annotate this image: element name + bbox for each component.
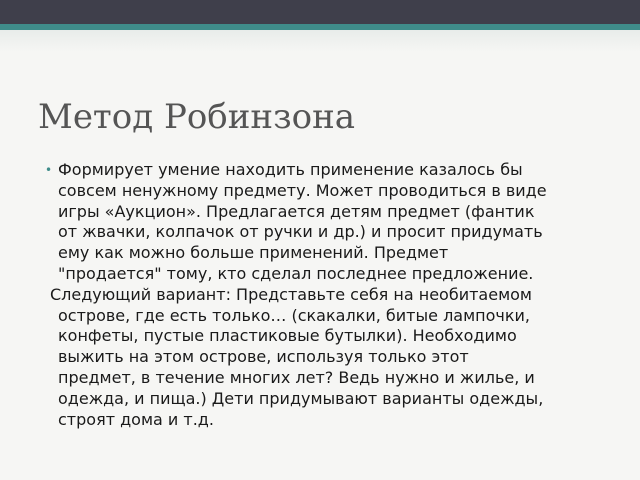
paragraph-line: выжить на этом острове, используя только этот	[58, 347, 469, 367]
paragraph-line: острове, где есть только… (скакалки, битые лампочки,	[58, 305, 531, 325]
slide-title: Метод Робинзона	[38, 97, 356, 137]
paragraph	[46, 285, 631, 431]
paragraph-line: строят дома и т.д.	[58, 409, 214, 429]
bullet-line	[46, 264, 631, 285]
text-line: игры «Аукцион». Предлагается детям предмет (фантик	[58, 201, 535, 221]
text-line: "продается" тому, кто сделал последнее предложение.	[58, 263, 534, 283]
bullet-line	[46, 181, 631, 202]
bullet-line	[46, 160, 631, 181]
slide-body	[46, 160, 631, 430]
paragraph-line: предмет, в течение многих лет? Ведь нужно и жилье, и	[58, 367, 535, 387]
text-line: от жвачки, колпачок от ручки и др.) и просит придумать	[58, 222, 543, 242]
paragraph-line: Следующий вариант: Представьте себя на необитаемом	[50, 284, 532, 304]
bullet-line	[46, 222, 631, 243]
header-band	[0, 0, 640, 24]
text-line: Формирует умение находить применение казалось бы	[58, 160, 523, 179]
paragraph-line: конфеты, пустые пластиковые бутылки). Необходимо	[58, 326, 517, 346]
text-line: совсем ненужному предмету. Может проводиться в виде	[58, 180, 547, 200]
bullet-line	[46, 243, 631, 264]
bullet-dot-icon: •	[45, 163, 53, 177]
bullet-item	[46, 160, 631, 285]
paragraph-line: одежда, и пища.) Дети придумывают варианты одежды,	[58, 388, 544, 408]
bullet-line	[46, 202, 631, 223]
text-line: ему как можно больше применений. Предмет	[58, 243, 449, 263]
header-shadow	[0, 30, 640, 52]
